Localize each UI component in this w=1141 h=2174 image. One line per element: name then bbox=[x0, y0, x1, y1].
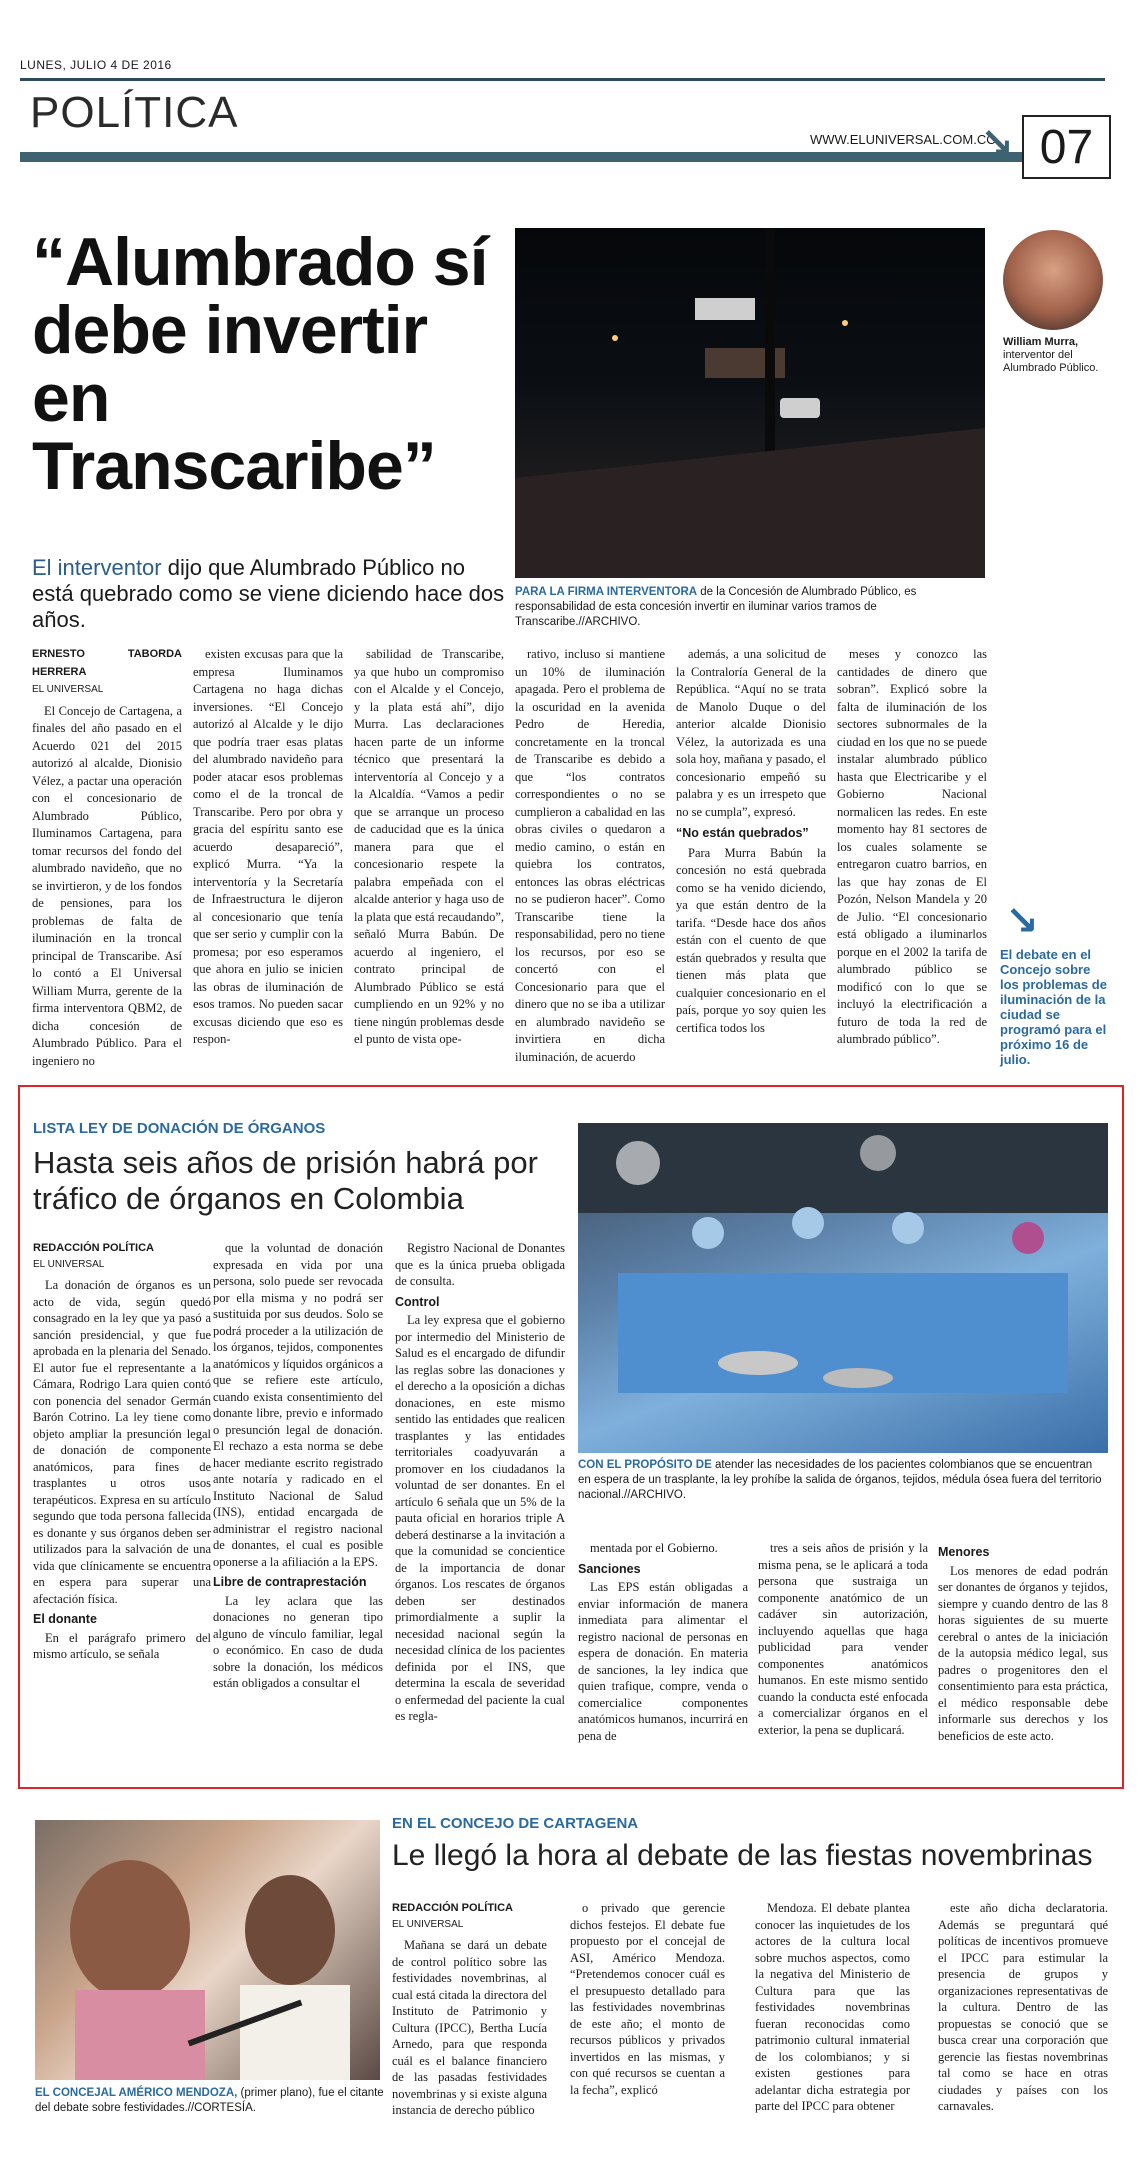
avatar bbox=[1003, 230, 1103, 330]
body-text: La ley aclara que las donaciones no generan tipo alguno de vínculo familiar, legal o económico. En caso de duda sobre la donación, los médicos están obligados a consultar el bbox=[213, 1593, 383, 1690]
subhead: “No están quebrados” bbox=[676, 826, 809, 840]
subhead: El donante bbox=[33, 1612, 97, 1626]
arrow-icon: ↘ bbox=[1005, 899, 1039, 943]
story1-column-1 bbox=[32, 646, 182, 1070]
caption-rest: (primer plano), fue el citante del debate sobre festividades.//CORTESÍA. bbox=[35, 2087, 384, 2114]
body-text: este año dicha declaratoria. Además se preguntará qué políticas de incentivos promueve el IPCC para estimular la presencia de grupos y organizaciones representativas de la cultura. Dentro de las propuestas se conoció que se busca crear una corporación que gerencie las fiestas novembrinas tal como se hace en otras ciudades y países con los carnavales. bbox=[938, 1901, 1108, 2113]
story1-column-3 bbox=[354, 646, 504, 1049]
council-photo-art bbox=[35, 1820, 380, 2080]
body-text: La ley expresa que el gobierno por intermedio del Ministerio de Salud es el encargado de difundir las reglas sobre las donaciones y el derecho a la oposición a dichas donaciones, en este mismo sentido las entidades que realicen trasplantes y las entidades territoriales coadyuvarán a promover en los ciudadanos la voluntad de ser donantes. En el artículo 6 señala que un 5% de la pauta oficial en horarios triple A deberá destinarse a la invitación a que la comunidad se concientice de la importancia de donar órganos. Los rescates de órganos deben ser destinados primordialmente a suplir la necesidad nacional según la necesidad clínica de los pacientes definida por el INS, que determina la escala de severidad o enfermedad del paciente la cual es regla- bbox=[395, 1313, 565, 1723]
story2-column-3 bbox=[395, 1240, 565, 1725]
caption-lead: EL CONCEJAL AMÉRICO MENDOZA, bbox=[35, 2087, 238, 2099]
body-text: En el parágrafo primero del mismo artículo, se señala bbox=[33, 1630, 211, 1661]
body-text: además, a una solicitud de la Contraloría General de la República. “Aquí no se trata de Manolo Duque o del anterior alcalde Dionisio Vélez, la autorizada es una sola hoy, mañana y pasado, el concesionario empeñó su palabra y es un irrespeto que no se cumpla”, expresó. bbox=[676, 647, 826, 819]
story3-kicker: EN EL CONCEJO DE CARTAGENA bbox=[392, 1815, 639, 1832]
caption-lead: PARA LA FIRMA INTERVENTORA bbox=[515, 586, 698, 598]
body-text: Los menores de edad podrán ser donantes de órganos y tejidos, siempre y cuando dentro de las 8 horas siguientes de su muerte cerebral o antes de la iniciación de la autopsia médico legal, sus padres o progenitores den el consentimiento para esta práctica, el médico responsable debe informarle sus derechos y los beneficios de este acto. bbox=[938, 1563, 1108, 1743]
subhead: Control bbox=[395, 1294, 440, 1309]
story1-column-6 bbox=[837, 646, 987, 1049]
body-text: o privado que gerencie dichos festejos. El debate fue propuesto por el concejal de ASI, Américo Mendoza. “Pretendemos conocer cuál es el presupuesto detallado para las festividades novembrinas de este año; el monto de recursos públicos y privados invertidos en las mismas, y con qué recursos se cuentan a la fecha”, explicó bbox=[570, 1901, 725, 2097]
story2-column-5 bbox=[758, 1540, 928, 1738]
header-rule bbox=[20, 78, 1105, 81]
street-night-photo bbox=[515, 228, 985, 578]
body-text: que la voluntad de donación expresada en vida por una persona, solo puede ser revocada por ella misma y no podrá ser sustituida por sus deudos. Solo se podrá proceder a la utilización de los órganos, tejidos, componentes anatómicos y líquidos orgánicos a que se refiere este artículo, cuando exista consentimiento del donante libre, previo e informado o presunción legal de donación. El rechazo a esta norma se debe hacer mediante escrito registrado ante notaría y radicado en el Instituto Nacional de Salud (INS), entidad encargada de administrar el registro nacional de donantes, el cual es posible oponerse a la afiliación a la EPS. bbox=[213, 1241, 383, 1569]
body-text: rativo, incluso si mantiene un 10% de iluminación apagada. Pero el problema de la oscuridad en la avenida Pedro de Heredia, concretamente en la troncal de Transcaribe es debido a que “los contratos correspondientes o no se cumplieron a cabalidad en las obras civiles o quedaron a medio camino, o están en quiebra los contratos, entonces las obras eléctricas no se pudieron hacer”. Como Transcaribe tiene la responsabilidad, pero no tiene los recursos, por eso se concertó con el Concesionario para que el dinero que no se iba a utilizar en alumbrado navideño se invirtiera en dicha iluminación, de acuerdo bbox=[515, 647, 665, 1064]
story2-column-2 bbox=[213, 1240, 383, 1692]
story1-column-4 bbox=[515, 646, 665, 1066]
story3-column-2 bbox=[570, 1900, 725, 2098]
byline: REDACCIÓN POLÍTICA bbox=[392, 1902, 513, 1914]
byline: ERNESTO TABORDA HERRERA bbox=[32, 648, 182, 678]
issue-date: LUNES, JULIO 4 DE 2016 bbox=[20, 58, 172, 72]
subhead: Menores bbox=[938, 1545, 990, 1559]
outlet: EL UNIVERSAL bbox=[32, 684, 104, 695]
story2-kicker: LISTA LEY DE DONACIÓN DE ÓRGANOS bbox=[33, 1120, 326, 1137]
body-text: meses y conozco las cantidades de dinero que sobran”. Explicó sobre la falta de iluminación de los sectores subnormales de la ciudad en los que no se puede instalar alumbrado público hasta que Electricaribe y el Gobierno Nacional normalicen las redes. En este momento hay 81 sectores de los cuales solamente se entregaron cuatro barrios, en las que hay zonas de El Pozón, Nelson Mandela y 20 de Julio. “El concesionario está obligado a iluminarlos porque en el 2002 la tarifa de alumbrado público se modificó con lo que se incluyó la electrificación a futuro de toda la red de alumbrado público”. bbox=[837, 647, 987, 1046]
story1-headline: “Alumbrado sí debe invertir en Transcaribe” bbox=[32, 224, 488, 504]
avatar-role: interventor del Alumbrado Público. bbox=[1003, 349, 1099, 374]
byline: REDACCIÓN POLÍTICA bbox=[33, 1242, 154, 1254]
outlet: EL UNIVERSAL bbox=[33, 1258, 105, 1270]
body-text: El Concejo de Cartagena, a finales del año pasado en el Acuerdo 021 del 2015 autorizó al alcalde, Dionisio Vélez, a pactar una operación con el concesionario de Alumbrado Público, Iluminamos Cartagena, para tomar recursos del fondo del alumbrado navideño, que no se invirtieron, y de los fondos de pensiones, para los problemas de falta de iluminación en la troncal principal de Transcaribe. Así lo contó a El Universal William Murra, gerente de la firma interventora QBM2, de dicha concesión de Alumbrado Público. Para el ingeniero no bbox=[32, 703, 182, 1068]
outlet: EL UNIVERSAL bbox=[392, 1918, 464, 1930]
caption-rest: atender las necesidades de los pacientes colombianos que se encuentran en espera de un trasplante, la ley prohíbe la salida de órganos, tejidos, médula ósea fuera del territorio nacional.//ARCHIVO. bbox=[578, 1459, 1102, 1501]
story1-photo-caption bbox=[515, 585, 995, 630]
street-photo-art bbox=[515, 228, 985, 578]
body-text: La donación de órganos es un acto de vida, según quedó consagrado en la ley que ya pasó a sanción presidencial, y que fue aprobada en la plenaria del Senado. El autor fue el representante a la Cámara, Rodrigo Lara quien contó con ponencia del senador Germán Barón Cotrino. La ley tiene como objeto ampliar la presunción legal de donación de componente anatómicos, para fines de trasplantes u otros usos terapéuticos. Expresa en su artículo segundo que toda persona fallecida es donante y sus órganos deben ser utilizados para la salvación de una vida que clínicamente se encuentra en espera para superar una afectación física. bbox=[33, 1278, 211, 1606]
story2-photo-caption bbox=[578, 1458, 1108, 1503]
body-text: Registro Nacional de Donantes que es la única prueba obligada de consulta. bbox=[395, 1241, 565, 1288]
arrow-icon: ↘ bbox=[980, 121, 1014, 165]
surgery-photo bbox=[578, 1123, 1108, 1453]
surgery-photo-art bbox=[578, 1123, 1108, 1453]
body-text: sabilidad de Transcaribe, ya que hubo un compromiso con el Alcalde y el Concejo, y la plata está ahí”, dijo Murra. Las declaraciones hacen parte de un informe técnico que presentará la interventoría al Concejo y a la Alcaldía. “Vamos a pedir que se arranque un proceso de caducidad que es la única manera para que el concesionario respete la palabra empeñada con el alcalde anterior y haga uso de la plata que está recaudando”, señaló Murra Babún. De acuerdo al ingeniero, el contrato principal de Alumbrado Público se está cumpliendo en un 92% y no tiene ningún problemas desde el punto de vista ope- bbox=[354, 647, 504, 1046]
section-title: POLÍTICA bbox=[30, 88, 239, 137]
story2-column-1 bbox=[33, 1240, 211, 1663]
story3-photo-caption bbox=[35, 2086, 385, 2116]
body-text: tres a seis años de prisión y la misma pena, se le aplicará a toda persona que sustraiga un componente anatómico de un cadáver sin autorización, incluyendo aquellas que haga publicidad para vender componentes anatómicos humanos. En este mismo sentido cuando la conducta esté enfocada a comercializar órganos en el exterior, la pena se duplicará. bbox=[758, 1541, 928, 1737]
story2-column-6 bbox=[938, 1540, 1108, 1744]
story1-column-2 bbox=[193, 646, 343, 1049]
story1-column-5 bbox=[676, 646, 826, 1037]
section-rule bbox=[20, 152, 1105, 162]
story1-dek bbox=[32, 555, 512, 633]
caption-lead: CON EL PROPÓSITO DE bbox=[578, 1459, 712, 1471]
story2-column-4 bbox=[578, 1540, 748, 1744]
body-text: existen excusas para que la empresa Iluminamos Cartagena no haga dichas inversiones. “El Concejo autorizó al Alcalde y le dijo que podría traer esas platas del alumbrado navideño para poder atacar esos problemas como el de la troncal de Transcaribe. Pero por obra y gracia del espíritu santo ese acuerdo desapareció”, explicó Murra. “Ya la interventoría y la Secretaría de Infraestructura le dijeron al concesionario que tenía que ser serio y cumplir con la promesa; por eso esperamos que ahora en julio se inicien las obras de iluminación de esos tramos. No pueden sacar excusas diciendo que eso es respon- bbox=[193, 647, 343, 1046]
dek-rest: dijo que Alumbrado Público no está quebrado como se viene diciendo hace dos años. bbox=[32, 555, 505, 632]
story3-column-3 bbox=[755, 1900, 910, 2115]
body-text: mentada por el Gobierno. bbox=[590, 1541, 718, 1555]
page-number: 07 bbox=[1022, 115, 1111, 179]
body-text: Las EPS están obligadas a enviar información de manera inmediata para alimentar el registro nacional de personas en espera de donación. En materia de sanciones, la ley indica que quien trafique, compre, venda o comercialice componentes anatómicos humanos, incurrirá en pena de bbox=[578, 1580, 748, 1743]
site-url[interactable]: WWW.ELUNIVERSAL.COM.CO bbox=[810, 132, 997, 147]
story3-column-4 bbox=[938, 1900, 1108, 2115]
side-note: El debate en el Concejo sobre los problemas de iluminación de la ciudad se programó para el próximo 16 de julio. bbox=[1000, 947, 1107, 1067]
dek-lead: El interventor bbox=[32, 555, 162, 580]
avatar-name: William Murra, bbox=[1003, 336, 1079, 348]
body-text: Mendoza. El debate plantea conocer las inquietudes de los actores de la cultura local sobre muchos aspectos, como la negativa del Ministerio de Cultura para que las festividades novembrinas fueran reconocidas como patrimonio cultural inmaterial de los colombianos; y si existen gestiones para adelantar dicha estrategia por parte del IPCC para obtener bbox=[755, 1901, 910, 2113]
subhead: Libre de contraprestación bbox=[213, 1575, 367, 1589]
story3-headline: Le llegó la hora al debate de las fiestas novembrinas bbox=[392, 1839, 1093, 1872]
story3-column-1 bbox=[392, 1900, 547, 2119]
body-text: Para Murra Babún la concesión no está quebrada como se ha venido diciendo, ya que están dentro de la tarifa. “Desde hace dos años están con el cuento de que están quebrados y resulta que tienen más plata que cualquier concesionario en el país, porque yo soy quien les certifica todos los bbox=[676, 845, 826, 1035]
subhead: Sanciones bbox=[578, 1561, 641, 1576]
body-text: Mañana se dará un debate de control político sobre las festividades novembrinas, al cual está citada la directora del Instituto de Patrimonio y Cultura (IPCC), Bertha Lucía Arnedo, para que responda cuál es el balance financiero de las pasadas festividades novembrinas y si existe alguna instancia de derecho público bbox=[392, 1938, 547, 2117]
council-photo bbox=[35, 1820, 380, 2080]
story2-headline: Hasta seis años de prisión habrá por tráfico de órganos en Colombia bbox=[33, 1145, 538, 1216]
avatar-caption bbox=[1003, 336, 1123, 375]
caption-rest: de la Concesión de Alumbrado Público, es responsabilidad de esta concesión invertir en iluminar varios tramos de Transcaribe.//ARCHIVO. bbox=[515, 586, 917, 628]
